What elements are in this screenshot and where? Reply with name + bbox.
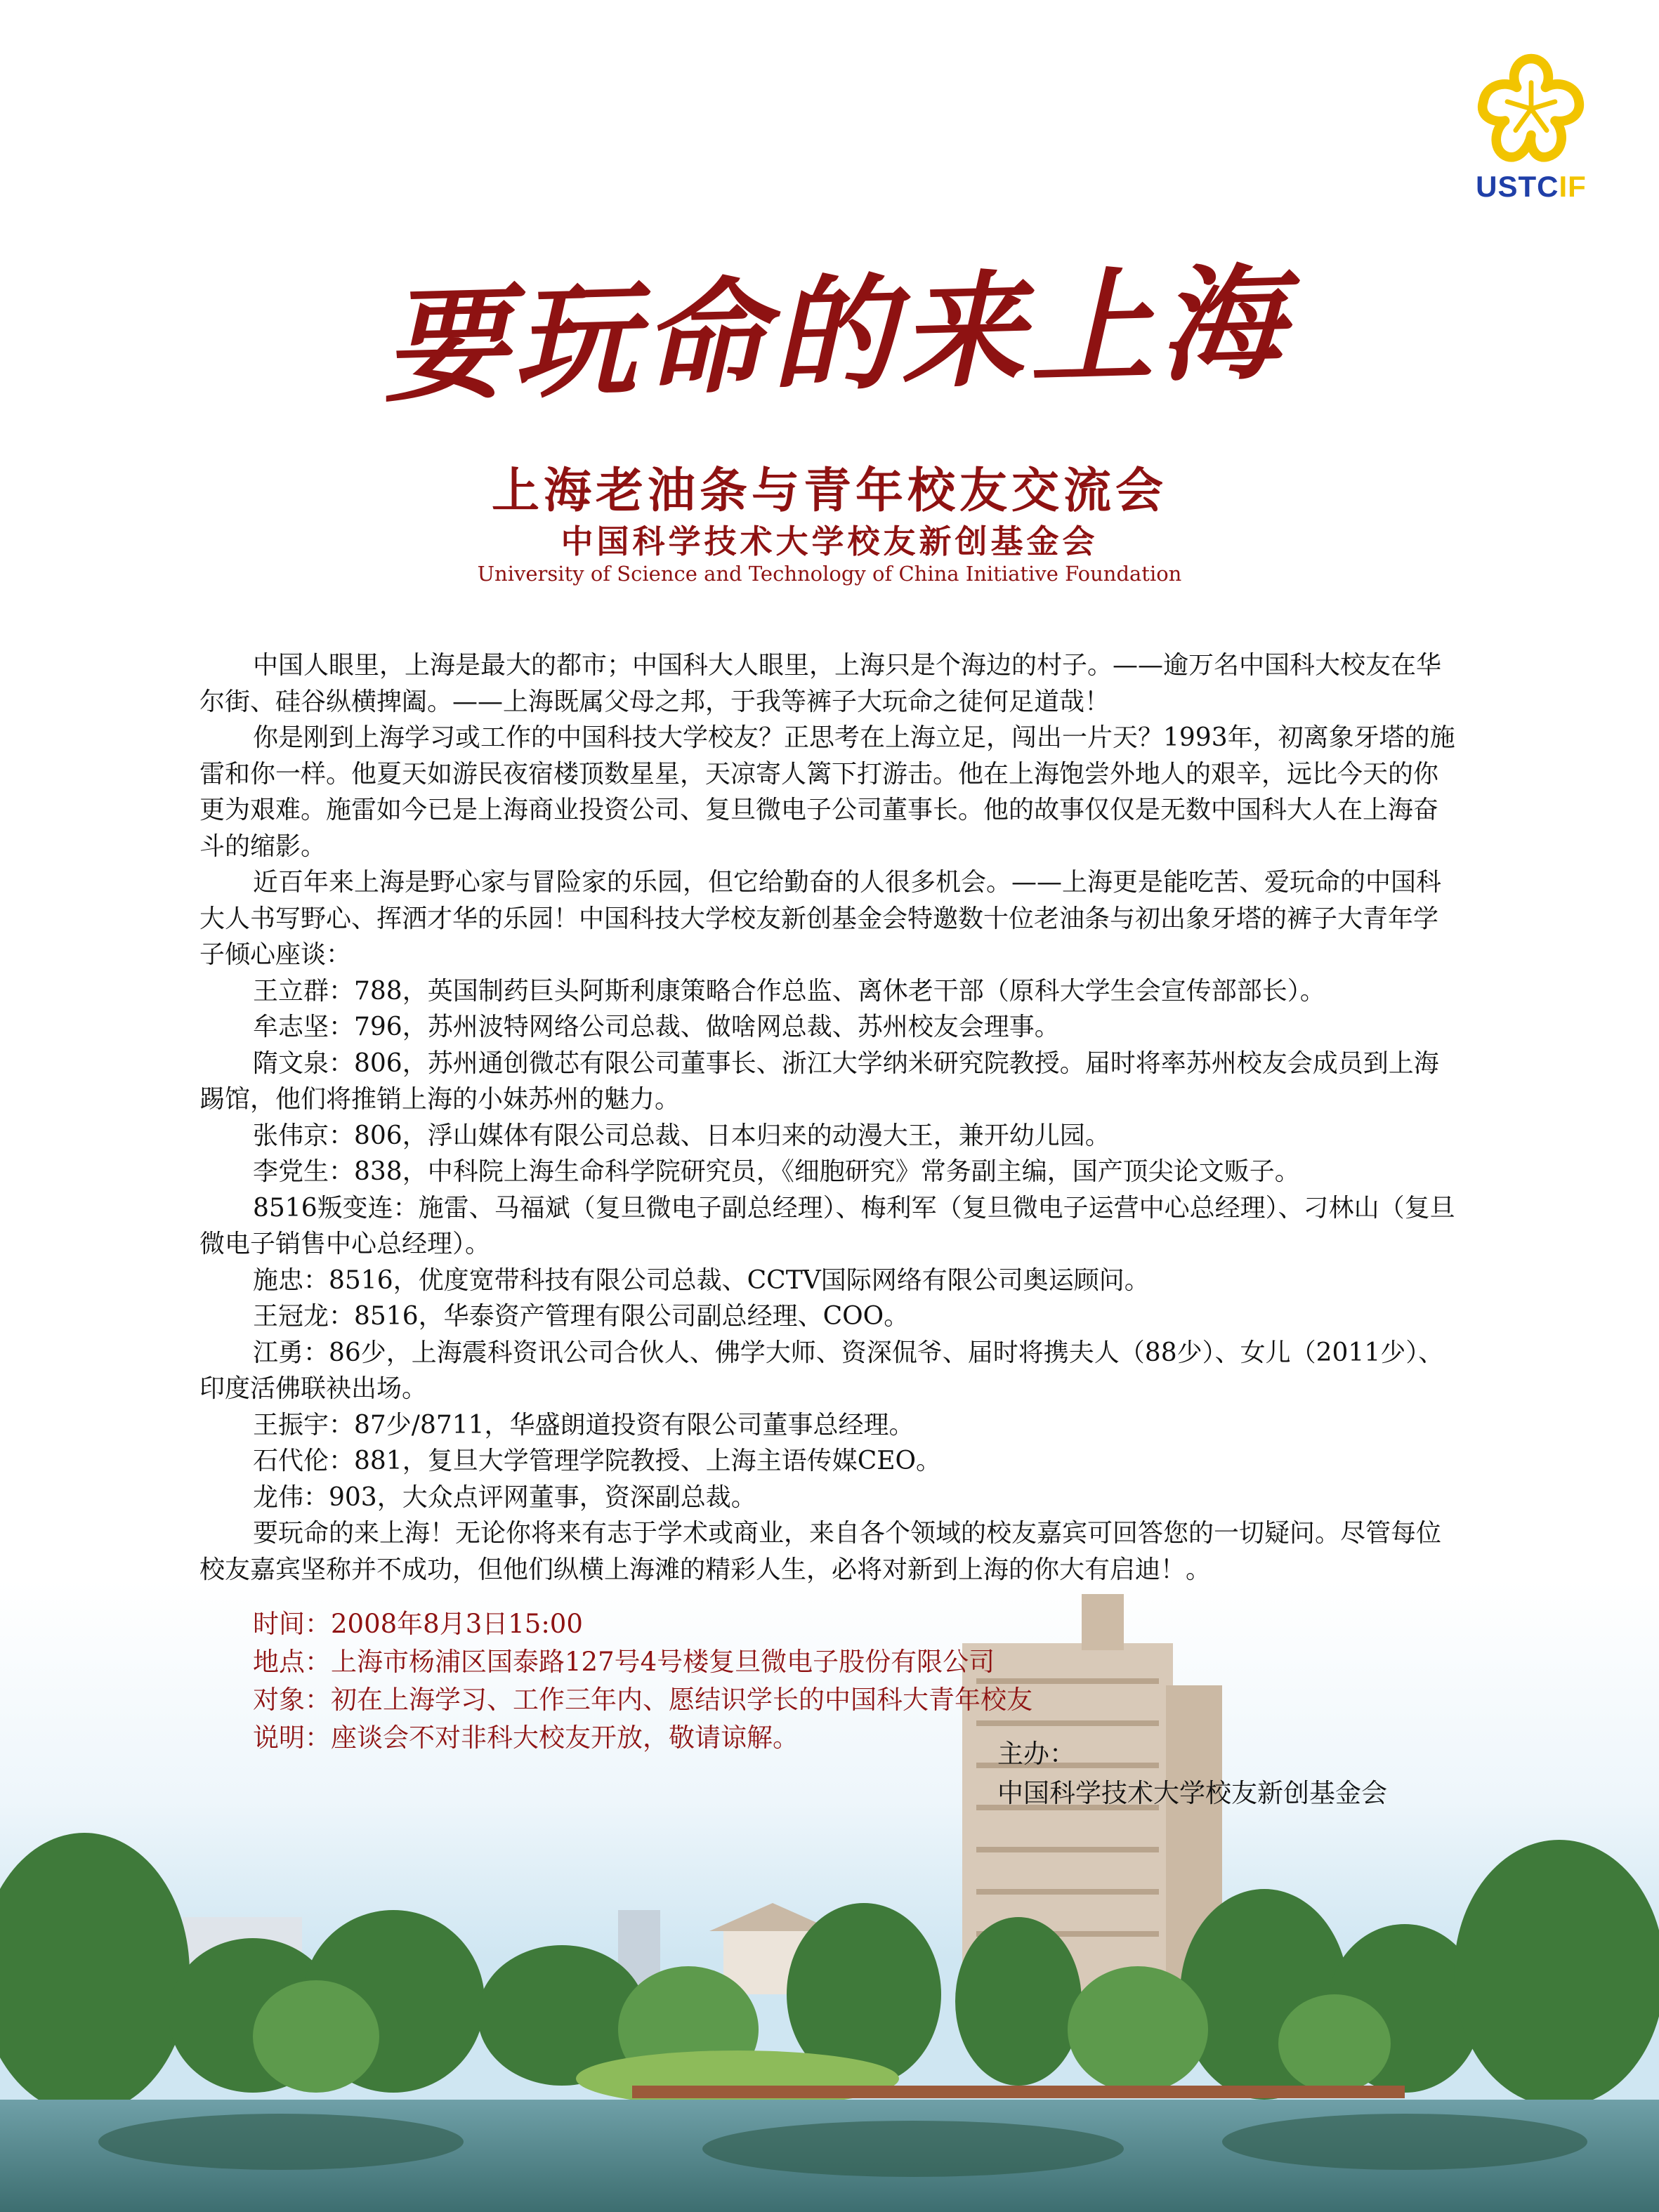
guest-entry: 王冠龙：8516，华泰资产管理有限公司副总经理、COO。 [253, 1302, 910, 1331]
guest-entry: 王振宇：87少/8711，华盛朗道投资有限公司董事总经理。 [253, 1410, 914, 1440]
guest-entry: 牟志坚：796，苏州波特网络公司总裁、做啥网总裁、苏州校友会理事。 [253, 1013, 1060, 1041]
event-audience: 对象：初在上海学习、工作三年内、愿结识学长的中国科大青年校友 [253, 1685, 1032, 1715]
guest-entry: 龙伟：903，大众点评网董事，资深副总裁。 [253, 1482, 756, 1512]
flower-emblem-icon [1471, 49, 1591, 169]
event-note: 说明：座谈会不对非科大校友开放，敬请谅解。 [253, 1723, 799, 1753]
guest-entry: 李党生：838，中科院上海生命科学院研究员，《细胞研究》常务副主编，国产顶尖论文贩子。 [253, 1157, 1300, 1186]
organizer-name-en: University of Science and Technology of China Initiative Foundation [477, 562, 1182, 586]
paragraph: 近百年来上海是野心家与冒险家的乐园，但它给勤奋的人很多机会。——上海更是能吃苦、爱玩命的中国科大人书写野心、挥洒才华的乐园！中国科技大学校友新创基金会特邀数十位老油条与初出象牙塔的裤子大青年学子倾心座谈： [199, 868, 1442, 969]
guest-entry: 王立群：788，英国制药巨头阿斯利康策略合作总监、离休老干部（原科大学生会宣传部部长）。 [253, 976, 1325, 1006]
paragraph: 要玩命的来上海！无论你将来有志于学术或商业，来自各个领域的校友嘉宾可回答您的一切疑问。尽管每位校友嘉宾坚称并不成功，但他们纵横上海滩的精彩人生，必将对新到上海的你大有启迪！。 [199, 1519, 1442, 1584]
sponsor-name: 中国科学技术大学校友新创基金会 [997, 1778, 1387, 1808]
event-subtitle: 上海老油条与青年校友交流会 [491, 463, 1167, 519]
guest-entry: 石代伦：881，复旦大学管理学院教授、上海主语传媒CEO。 [253, 1447, 942, 1475]
paragraph: 中国人眼里，上海是最大的都市；中国科大人眼里，上海只是个海边的村子。——逾万名中国科大校友在华尔街、硅谷纵横捭阖。——上海既属父母之邦，于我等裤子大玩命之徒何足道哉！ [199, 651, 1442, 716]
logo-wordmark: USTCIF [1476, 170, 1587, 203]
guest-entry: 8516叛变连：施雷、马福斌（复旦微电子副总经理）、梅利军（复旦微电子运营中心总经理）、刁林山（复旦微电子销售中心总经理）。 [199, 1193, 1455, 1258]
event-place: 地点：上海市杨浦区国泰路127号4号楼复旦微电子股份有限公司 [253, 1647, 995, 1677]
page-title: 要玩命的来上海 [381, 250, 1290, 419]
sponsor-label: 主办： [997, 1739, 1075, 1769]
body-text [199, 647, 1461, 1588]
guest-entry: 江勇：86少，上海震科资讯公司合伙人、佛学大师、资深侃爷、届时将携夫人（88少）、女儿（2011少）、印度活佛联袂出场。 [199, 1338, 1444, 1403]
event-time: 时间：2008年8月3日15:00 [253, 1609, 583, 1639]
paragraph: 你是刚到上海学习或工作的中国科技大学校友？正思考在上海立足，闯出一片天？1993年，初离象牙塔的施雷和你一样。他夏天如游民夜宿楼顶数星星，天凉寄人篱下打游击。他在上海饱尝外地人的艰辛，远比今天的你更为艰难。施雷如今已是上海商业投资公司、复旦微电子公司董事长。他的故事仅仅是无数中国科大人在上海奋斗的缩影。 [199, 723, 1455, 861]
guest-entry: 隋文泉：806，苏州通创微芯有限公司董事长、浙江大学纳米研究院教授。届时将率苏州校友会成员到上海踢馆，他们将推销上海的小妹苏州的魅力。 [199, 1048, 1439, 1114]
guest-entry: 张伟京：806，浮山媒体有限公司总裁、日本归来的动漫大王，兼开幼儿园。 [253, 1121, 1110, 1150]
ustcif-logo [1447, 49, 1615, 204]
guest-entry: 施忠：8516，优度宽带科技有限公司总裁、CCTV国际网络有限公司奥运顾问。 [253, 1265, 1150, 1295]
sponsor-block [997, 1734, 1387, 1813]
organizer-name-cn: 中国科学技术大学校友新创基金会 [560, 522, 1099, 560]
